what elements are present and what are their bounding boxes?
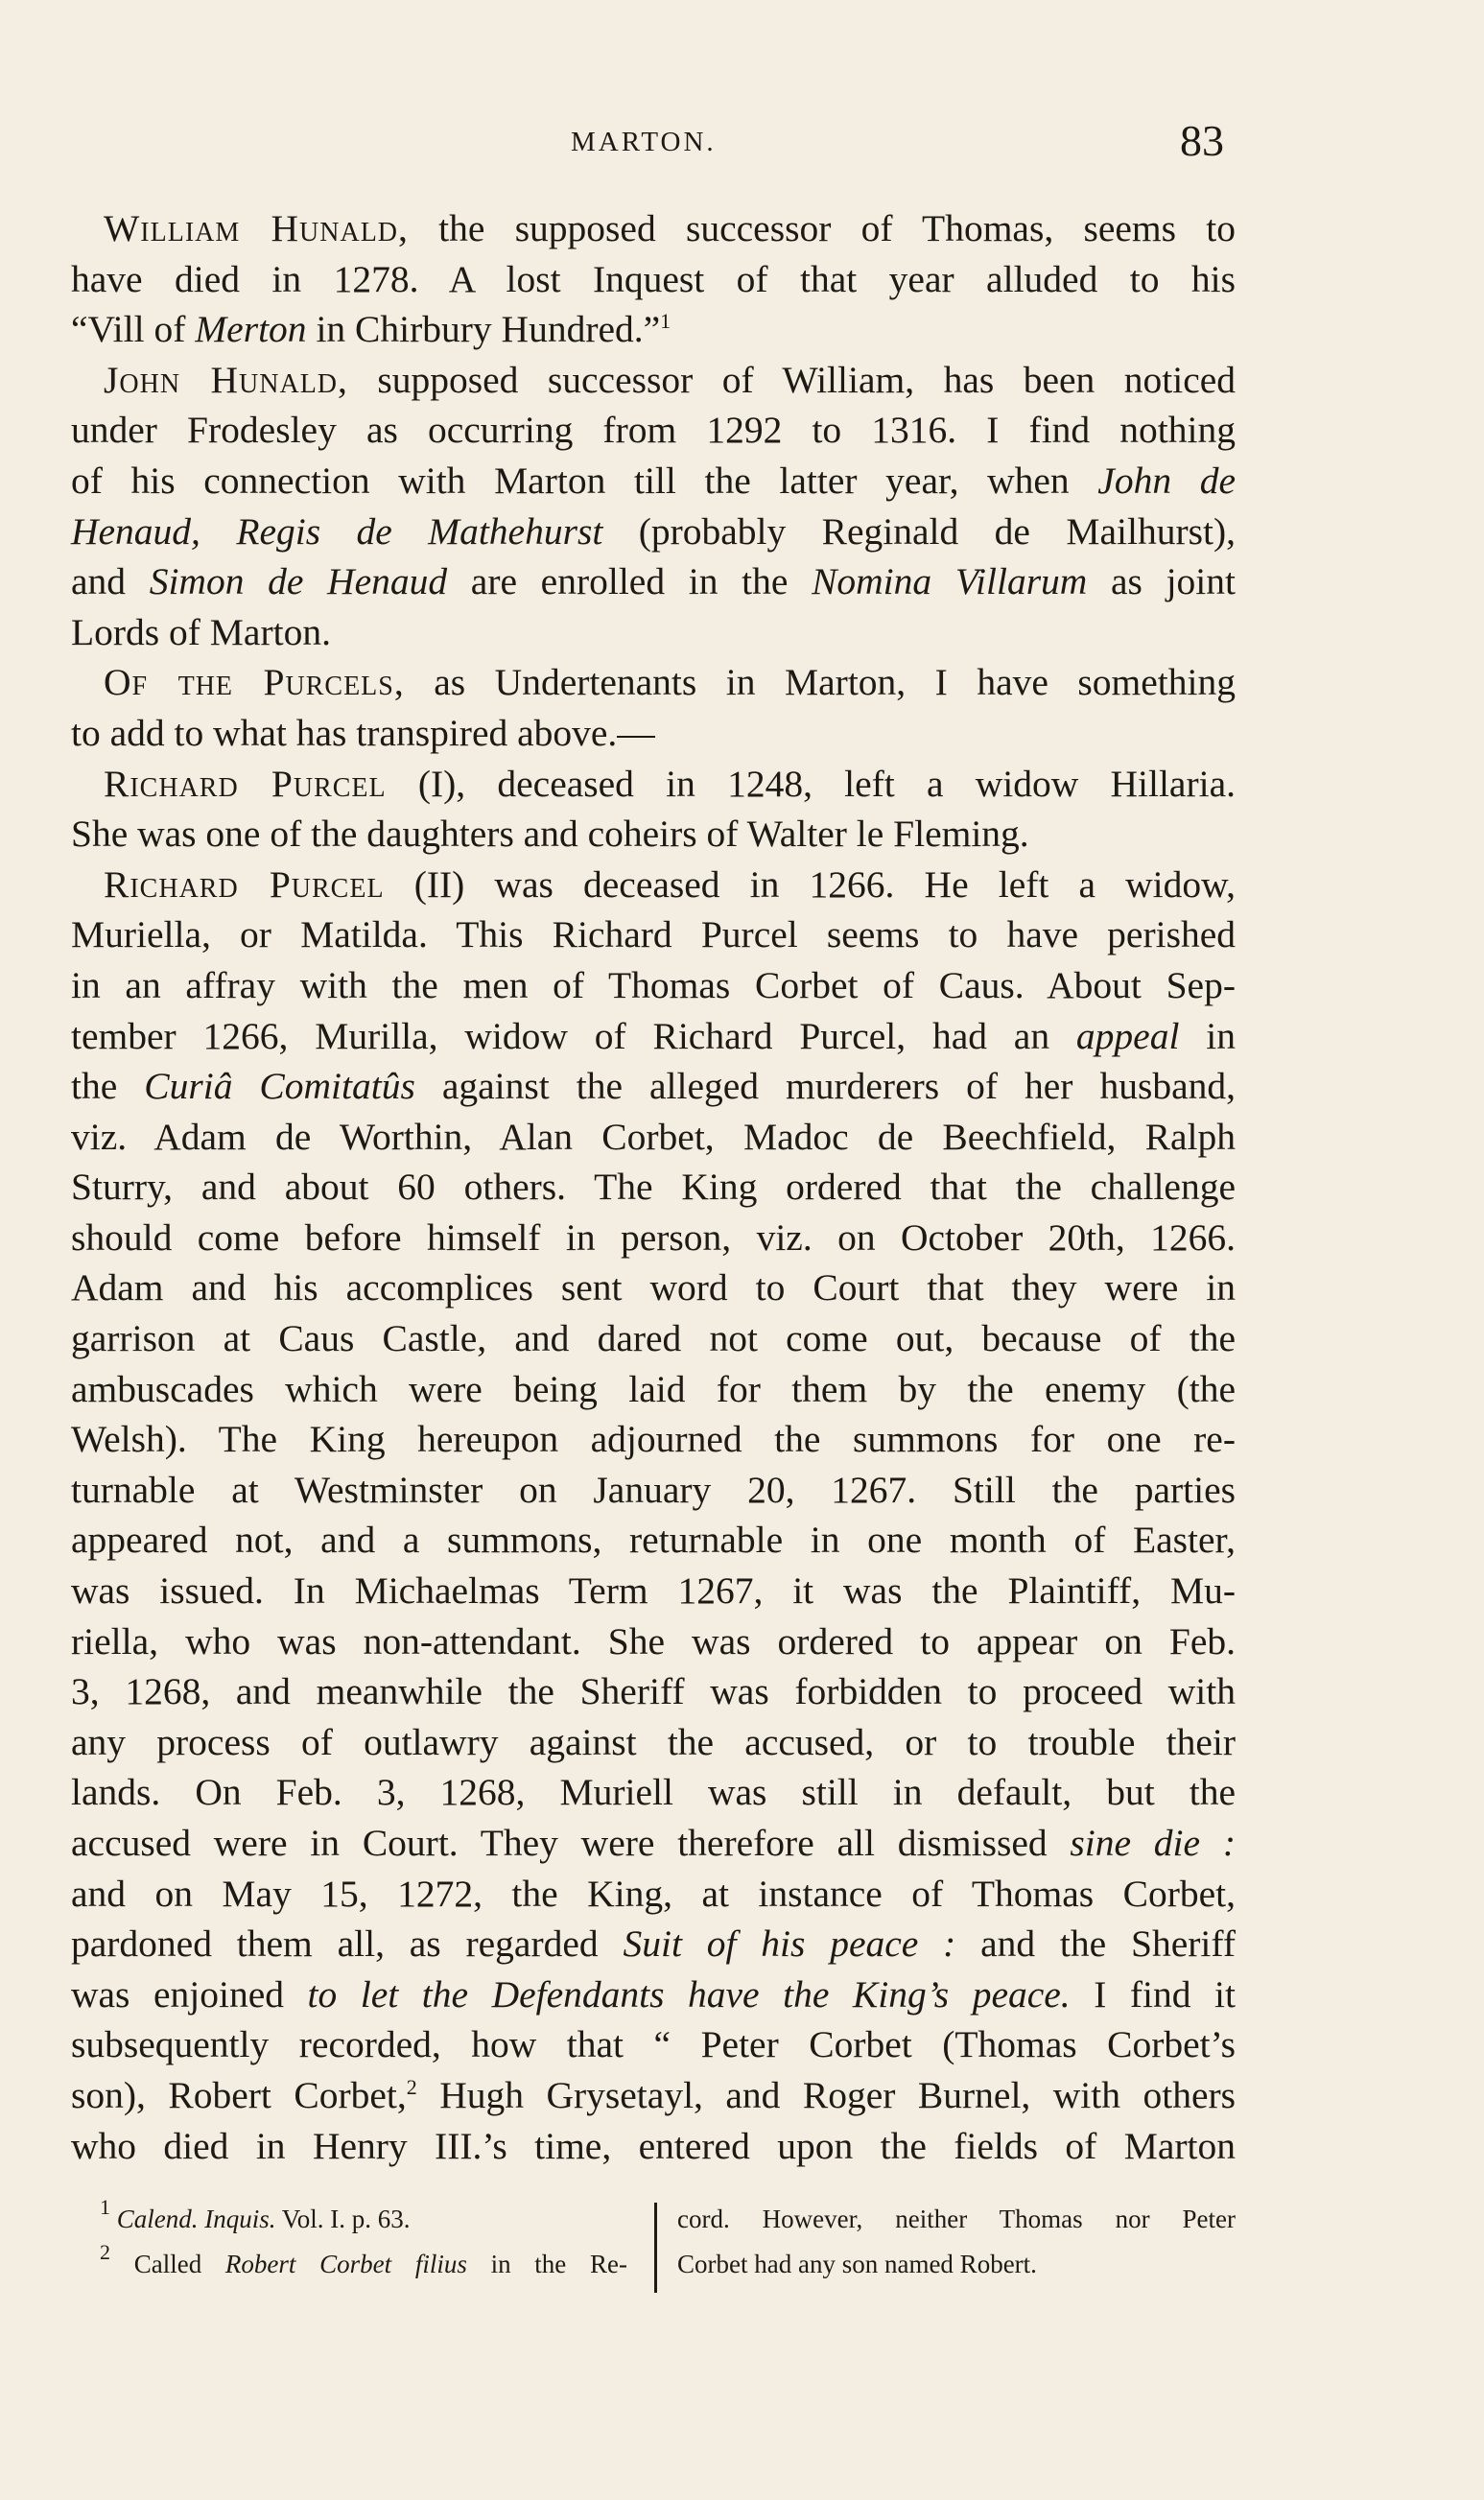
text-line: Richard Purcel (I), deceased in 1248, left a widow Hillaria. bbox=[104, 762, 1236, 805]
running-head bbox=[0, 115, 1484, 173]
text-line: and on May 15, 1272, the King, at instance of Thomas Corbet, bbox=[71, 1872, 1236, 1915]
text-line: was enjoined to let the Defendants have the King’s peace. I find it bbox=[71, 1972, 1237, 2016]
text-line: riella, who was non-attendant. She was ordered to appear on Feb. bbox=[71, 1619, 1236, 1663]
footnote-mark: 2 bbox=[100, 2240, 110, 2264]
footnote-ref: 2 bbox=[406, 2074, 417, 2099]
text-line: Of the Purcels, as Undertenants in Marton, I have something bbox=[104, 661, 1236, 704]
footnote-column-right bbox=[677, 2197, 1236, 2287]
footnote-ref: 1 bbox=[660, 309, 671, 334]
footnote-mark: 1 bbox=[100, 2195, 110, 2219]
text-line: ambuscades which were being laid for them by the enemy (the bbox=[71, 1367, 1236, 1410]
text-line: Henaud, Regis de Mathehurst (probably Reginald de Mailhurst), bbox=[71, 509, 1236, 553]
person-name: William Hunald, bbox=[104, 207, 409, 249]
text-line: under Frodesley as occurring from 1292 to 1316. I find nothing bbox=[71, 409, 1236, 452]
text-line: have died in 1278. A lost Inquest of that year alluded to his bbox=[71, 257, 1236, 300]
text-line: should come before himself in person, viz. on October 20th, 1266. bbox=[71, 1215, 1236, 1259]
text-line: garrison at Caus Castle, and dared not come out, because of the bbox=[71, 1317, 1236, 1360]
text-line: 3, 1268, and meanwhile the Sheriff was forbidden to proceed with bbox=[71, 1670, 1236, 1713]
footnote-1: $^1$ Calend. Inquis. Vol. I. p. 63. bbox=[100, 2195, 411, 2233]
text-line: subsequently recorded, how that “ Peter Corbet (Thomas Corbet’s bbox=[71, 2023, 1236, 2066]
text-line: and Simon de Henaud are enrolled in the Nomina Villarum as joint bbox=[71, 560, 1236, 603]
text-line: John Hunald, supposed successor of William, has been noticed bbox=[104, 358, 1237, 401]
footnote-divider bbox=[654, 2203, 657, 2293]
text-line: in an affray with the men of Thomas Corbet of Caus. About Sep- bbox=[71, 963, 1236, 1006]
page-number: 83 bbox=[1180, 116, 1224, 165]
text-line: was issued. In Michaelmas Term 1267, it was the Plaintiff, Mu- bbox=[71, 1569, 1236, 1613]
text-line: appeared not, and a summons, returnable in one month of Easter, bbox=[71, 1519, 1236, 1562]
running-title: MARTON. bbox=[571, 127, 717, 157]
footnote-2-continued: Corbet had any son named Robert. bbox=[677, 2250, 1037, 2278]
text-line: Muriella, or Matilda. This Richard Purcel seems to have perished bbox=[71, 913, 1236, 956]
person-name: Richard Purcel bbox=[104, 762, 387, 805]
footnote-column-left bbox=[71, 2197, 627, 2287]
text-line: to add to what has transpired above.— bbox=[71, 711, 655, 754]
footnote-2: $^2$ Called Robert Corbet filius in the Re- bbox=[100, 2240, 627, 2278]
section-heading: Of the Purcels, bbox=[104, 661, 405, 704]
text-line: Adam and his accomplices sent word to Court that they were in bbox=[71, 1266, 1236, 1309]
text-line: who died in Henry III.’s time, entered upon the fields of Marton bbox=[71, 2124, 1236, 2167]
text-line: “Vill of Merton in Chirbury Hundred.”$^1$ bbox=[71, 308, 671, 351]
text-line: of his connection with Marton till the latter year, when John de bbox=[71, 459, 1236, 502]
text-line: She was one of the daughters and coheirs of Walter le Fleming. bbox=[71, 813, 1029, 856]
text-line: lands. On Feb. 3, 1268, Muriell was still in default, but the bbox=[71, 1771, 1236, 1814]
footnote-2-continued: cord. However, neither Thomas nor Peter bbox=[677, 2205, 1236, 2233]
text-line: son), Robert Corbet,$^2$ Hugh Grysetayl, and Roger Burnel, with others bbox=[71, 2073, 1236, 2116]
text-line: Lords of Marton. bbox=[71, 610, 331, 653]
text-line: any process of outlawry against the accused, or to trouble their bbox=[71, 1720, 1236, 1763]
person-name: Richard Purcel bbox=[104, 862, 385, 906]
text-line: tember 1266, Murilla, widow of Richard Purcel, had an appeal in bbox=[71, 1014, 1236, 1057]
text-line: turnable at Westminster on January 20, 1267. Still the parties bbox=[71, 1468, 1236, 1511]
person-name: John Hunald, bbox=[104, 358, 348, 401]
text-line: accused were in Court. They were therefore all dismissed sine die : bbox=[71, 1822, 1236, 1864]
text-line: the Curiâ Comitatûs against the alleged murderers of her husband, bbox=[71, 1065, 1236, 1108]
text-line: Welsh). The King hereupon adjourned the summons for one re- bbox=[71, 1418, 1236, 1461]
text-line: Richard Purcel (II) was deceased in 1266. He left a widow, bbox=[104, 862, 1236, 906]
text-line: pardoned them all, as regarded Suit of his peace : and the Sheriff bbox=[71, 1922, 1236, 1966]
text-line: viz. Adam de Worthin, Alan Corbet, Madoc de Beechfield, Ralph bbox=[71, 1115, 1236, 1158]
text-line: Sturry, and about 60 others. The King ordered that the challenge bbox=[71, 1166, 1236, 1209]
text-line: William Hunald, the supposed successor of Thomas, seems to bbox=[104, 207, 1236, 249]
footnotes bbox=[71, 2197, 1236, 2293]
body-text bbox=[71, 203, 1236, 2171]
